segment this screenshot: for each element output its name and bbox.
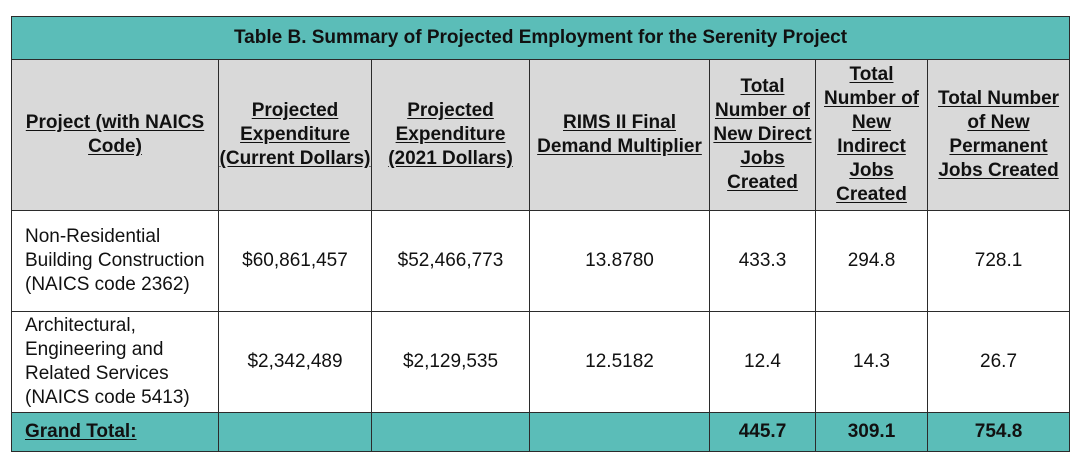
direct-jobs-cell: 433.3 [710, 211, 816, 312]
permanent-jobs-cell: 728.1 [928, 211, 1070, 312]
expenditure-current-cell: $60,861,457 [219, 211, 372, 312]
header-permanent-jobs-label: Total Number of New Permanent Jobs Created [938, 88, 1060, 181]
header-indirect-jobs [816, 60, 928, 211]
grand-total-direct-jobs: 445.7 [710, 413, 816, 452]
header-indirect-jobs-label: Total Number of New Indirect Jobs Created [824, 64, 919, 205]
table-title-row [12, 17, 1070, 60]
table-title: Table B. Summary of Projected Employment for the Serenity Project [12, 17, 1070, 60]
table-header-row [12, 60, 1070, 211]
projected-employment-table [11, 16, 1070, 452]
header-direct-jobs-label: Total Number of New Direct Jobs Created [713, 76, 812, 193]
header-expenditure-2021 [372, 60, 530, 211]
indirect-jobs-cell: 14.3 [816, 312, 928, 413]
header-expenditure-current-label: Projected Expenditure (Current Dollars) [219, 100, 371, 169]
header-multiplier-label: RIMS II Final Demand Multiplier [537, 112, 702, 157]
grand-total-empty-cell [219, 413, 372, 452]
expenditure-2021-cell: $2,129,535 [372, 312, 530, 413]
header-project [12, 60, 219, 211]
header-permanent-jobs [928, 60, 1070, 211]
header-direct-jobs [710, 60, 816, 211]
header-expenditure-current [219, 60, 372, 211]
grand-total-label-cell [12, 413, 219, 452]
header-expenditure-2021-label: Projected Expenditure (2021 Dollars) [388, 100, 513, 169]
table-row [12, 211, 1070, 312]
table-row [12, 312, 1070, 413]
grand-total-empty-cell [530, 413, 710, 452]
grand-total-label: Grand Total: [25, 421, 137, 442]
expenditure-current-cell: $2,342,489 [219, 312, 372, 413]
direct-jobs-cell: 12.4 [710, 312, 816, 413]
project-name-cell: Architectural, Engineering and Related Services (NAICS code 5413) [12, 312, 219, 413]
grand-total-permanent-jobs: 754.8 [928, 413, 1070, 452]
expenditure-2021-cell: $52,466,773 [372, 211, 530, 312]
permanent-jobs-cell: 26.7 [928, 312, 1070, 413]
header-project-label: Project (with NAICS Code) [25, 112, 205, 157]
header-multiplier [530, 60, 710, 211]
grand-total-row [12, 413, 1070, 452]
project-name-cell: Non-Residential Building Construction (NAICS code 2362) [12, 211, 219, 312]
indirect-jobs-cell: 294.8 [816, 211, 928, 312]
multiplier-cell: 12.5182 [530, 312, 710, 413]
grand-total-empty-cell [372, 413, 530, 452]
summary-table-container [11, 16, 1069, 452]
multiplier-cell: 13.8780 [530, 211, 710, 312]
grand-total-indirect-jobs: 309.1 [816, 413, 928, 452]
